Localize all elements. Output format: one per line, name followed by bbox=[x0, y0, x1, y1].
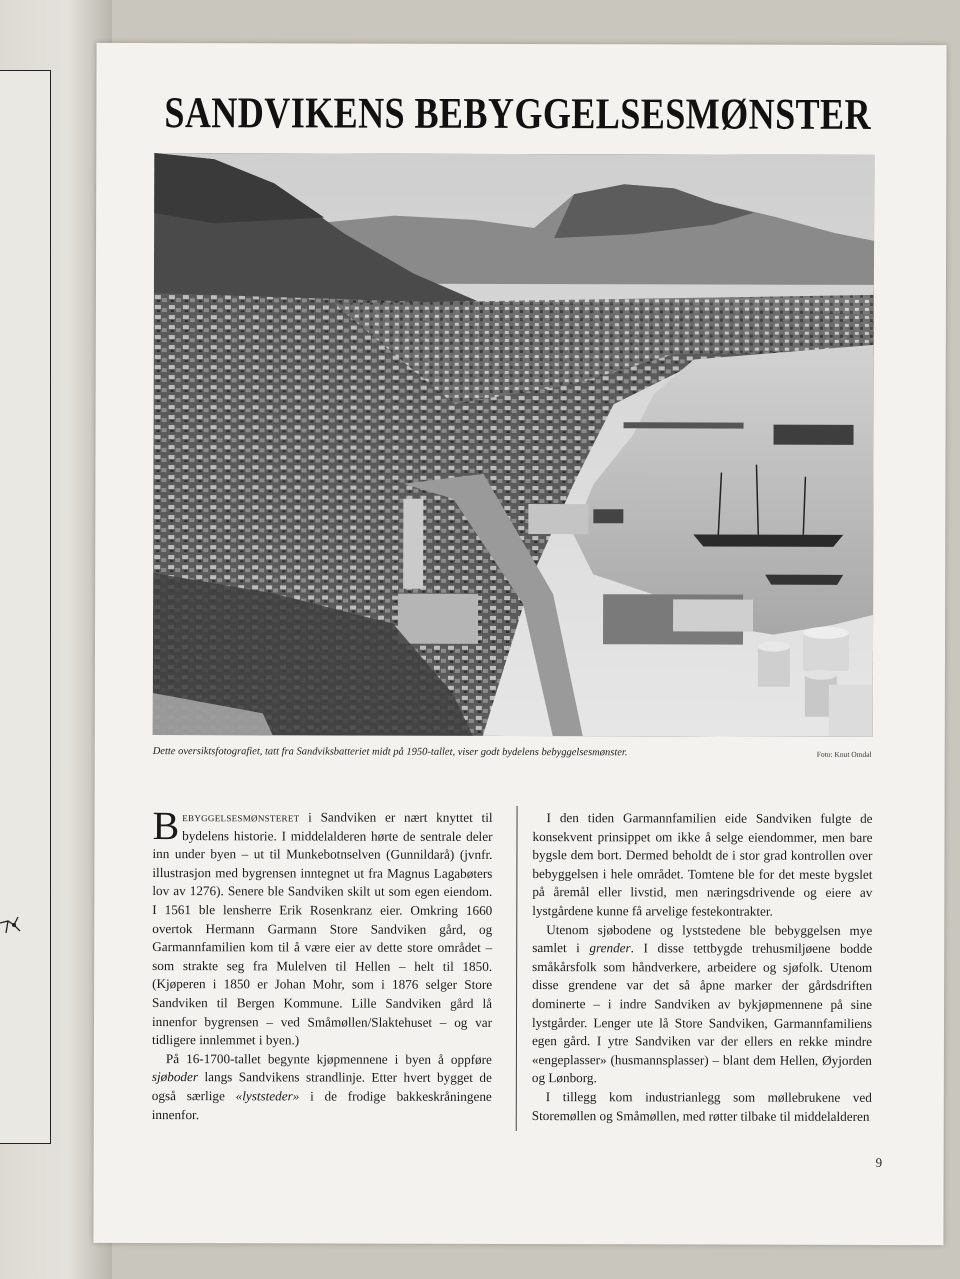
paragraph: Utenom sjøbodene og lyststedene ble bebyggelsen mye samlet i grender. I disse tettbygde trehusmiljøene bodde småkårsfolk som håndverkere, arbeidere og sjøfolk. Utenom disse grendene var det så åpne marker der gårdsdriften dominerte – i indre Sandviken av bykjøpmennene på sine lystgårder. Lenger ute lå Store Sandviken, Garmannfamiliens egen gård. I ytre Sandviken var der ellers en rekke mindre «engeplasser» (husmannsplasser) – blant dem Hellen, Øyjorden og Lønborg. bbox=[531, 921, 873, 1086]
photo-caption: Dette oversiktsfotografiet, tatt fra Sandviksbatteriet midt på 1950-tallet, viser godt bydelens bebyggelsesmønster. bbox=[152, 746, 628, 759]
map-fragment-icon bbox=[0, 905, 30, 945]
text-column-left bbox=[151, 803, 493, 1125]
aerial-photograph bbox=[153, 153, 875, 737]
paragraph bbox=[151, 803, 493, 1051]
paragraph: I tillegg kom industrianlegg som møllebrukene ved Storemøllen og Småmøllen, med røtter tilbake til middelalderen bbox=[531, 1088, 872, 1124]
facing-page-map-frame bbox=[0, 70, 51, 1144]
photo-credit: Foto: Knut Omdal bbox=[816, 749, 872, 759]
page-number: 9 bbox=[875, 1154, 883, 1170]
drop-cap: B bbox=[152, 803, 180, 849]
text-column-right bbox=[532, 809, 873, 1126]
paragraph-text: i Sandviken er nært knyttet til bydelens historie. I middelalderen hørte de sentrale deler inn under byen – ut til Munkebotnselven (Gunnildarå) (jvnfr. illustrasjon med bygrensen inntegnet ut fra Magnus Lagabøters lov av 1276). Senere ble Sandviken skilt ut som egen eiendom. I 1561 ble lensherre Erik Rosenkranz eier. Omkring 1660 overtok Hermann Garmann Store Sandviken gård, og Garmannfamilien kom til å være eier av dette store området – som strakte seg fra Mulelven til Hellen – helt til 1850. (Kjøperen i 1850 er Johan Mohr, som i 1876 selger Store Sandviken til Bergen Kommune. Lille Sandviken gård lå innenfor bygrensen – ved Småmøllen/Slaktehuset – og var tidligere innlemmet i byen.) bbox=[151, 809, 493, 1048]
page-title: SANDVIKENS BEBYGGELSESMØNSTER bbox=[164, 88, 872, 139]
paragraph: På 16-1700-tallet begynte kjøpmennene i byen å oppføre sjøboder langs Sandvikens strandlinje. Etter hvert bygget de også særlige «lyststeder» i de frodige bakkeskråningene innenfor. bbox=[151, 1050, 492, 1122]
paragraph: I den tiden Garmannfamilien eide Sandviken fulgte de konsekvent prinsippet om ikke å selge eiendommer, men bare bygsle dem bort. Dermed beholdt de i stor grad kontrollen over bebyggelsen i hele området. Tomtene ble for det meste bygslet på åremål eller livstid, men næringsdrivende og eiere av lystgårdene kunne få arvelige festekontrakter. bbox=[532, 810, 873, 919]
magazine-page bbox=[93, 43, 946, 1245]
column-rule bbox=[516, 806, 518, 1131]
lead-in: ebyggelsesmønsteret bbox=[182, 809, 300, 825]
